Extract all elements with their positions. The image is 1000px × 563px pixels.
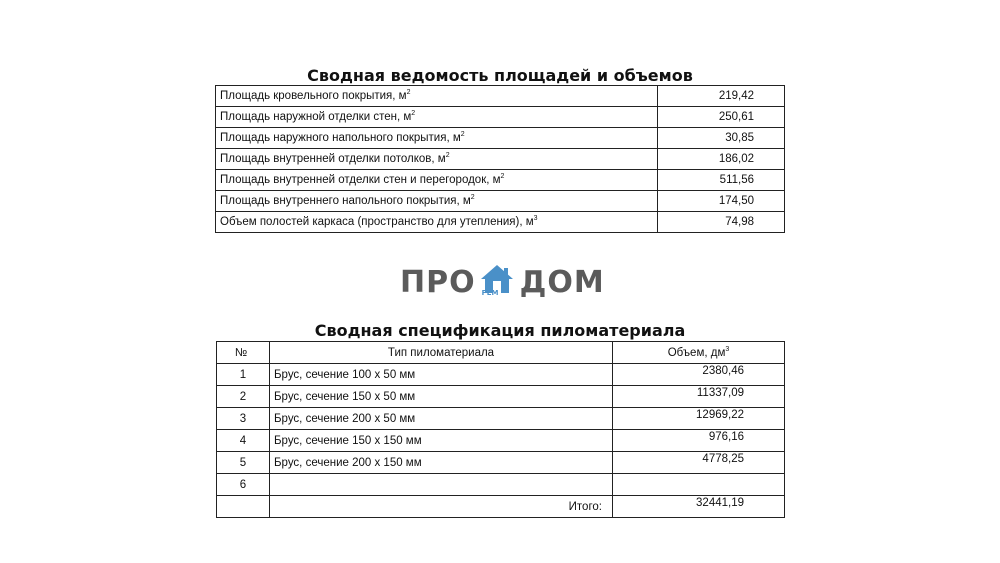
spec-type: Брус, сечение 100 х 50 мм: [270, 364, 613, 386]
areas-label: Площадь кровельного покрытия, м: [220, 90, 407, 102]
spec-type: [270, 474, 613, 496]
spec-volume: 12969,22: [613, 408, 785, 430]
house-icon: [480, 264, 514, 300]
areas-label: Площадь внутренней отделки стен и перегородок, м: [220, 174, 501, 186]
spec-num: 6: [217, 474, 270, 496]
areas-row: [216, 128, 785, 149]
spec-volume: 976,16: [613, 430, 785, 452]
header-volume-label: Объем, дм: [667, 347, 726, 359]
areas-unit-sup: 2: [445, 152, 450, 159]
spec-row: [217, 408, 785, 430]
areas-unit-sup: 3: [533, 215, 538, 222]
areas-value: 250,61: [658, 107, 785, 128]
areas-row: [216, 107, 785, 128]
areas-value: 74,98: [658, 212, 785, 233]
spec-total-label: Итого:: [270, 496, 613, 518]
areas-value: 30,85: [658, 128, 785, 149]
areas-label-cell: [216, 128, 658, 149]
logo-right-text: ДОМ: [519, 265, 605, 300]
areas-value: 511,56: [658, 170, 785, 191]
areas-value: 186,02: [658, 149, 785, 170]
spec-num: 4: [217, 430, 270, 452]
spec-table: [216, 341, 785, 518]
spec-header-row: [217, 342, 785, 364]
areas-label-cell: [216, 149, 658, 170]
areas-label-cell: [216, 191, 658, 212]
header-volume-sup: 3: [725, 346, 730, 353]
spec-type: Брус, сечение 150 х 50 мм: [270, 386, 613, 408]
areas-row: [216, 86, 785, 107]
spec-row: [217, 452, 785, 474]
spec-num: 1: [217, 364, 270, 386]
spec-num: 2: [217, 386, 270, 408]
logo-left-text: ПРО: [400, 265, 476, 300]
logo: [400, 264, 605, 300]
areas-label: Площадь внутренней отделки потолков, м: [220, 153, 446, 165]
spec-type: Брус, сечение 200 х 150 мм: [270, 452, 613, 474]
spec-total-row: [217, 496, 785, 518]
areas-unit-sup: 2: [500, 173, 505, 180]
spec-type: Брус, сечение 200 х 50 мм: [270, 408, 613, 430]
header-num: №: [217, 342, 270, 364]
spec-table-title: Сводная спецификация пиломатериала: [314, 321, 686, 340]
logo-sub-text: РЕМ: [481, 289, 499, 297]
areas-table: [215, 85, 785, 233]
areas-label: Площадь наружной отделки стен, м: [220, 111, 412, 123]
spec-volume: 11337,09: [613, 386, 785, 408]
areas-unit-sup: 2: [470, 194, 475, 201]
areas-value: 174,50: [658, 191, 785, 212]
areas-row: [216, 212, 785, 233]
areas-value: 219,42: [658, 86, 785, 107]
spec-total-value: 32441,19: [613, 496, 785, 518]
header-type: Тип пиломатериала: [270, 342, 613, 364]
header-volume: [613, 342, 785, 364]
areas-unit-sup: 2: [406, 89, 411, 96]
areas-label: Объем полостей каркаса (пространство для утепления), м: [220, 216, 534, 228]
spec-total-empty: [217, 496, 270, 518]
areas-label-cell: [216, 86, 658, 107]
areas-unit-sup: 2: [411, 110, 416, 117]
spec-num: 5: [217, 452, 270, 474]
areas-label-cell: [216, 212, 658, 233]
spec-volume: [613, 474, 785, 496]
areas-label-cell: [216, 107, 658, 128]
spec-row: [217, 474, 785, 496]
spec-row: [217, 430, 785, 452]
areas-label: Площадь наружного напольного покрытия, м: [220, 132, 461, 144]
spec-num: 3: [217, 408, 270, 430]
spec-row: [217, 364, 785, 386]
spec-volume: 4778,25: [613, 452, 785, 474]
areas-label-cell: [216, 170, 658, 191]
spec-row: [217, 386, 785, 408]
spec-volume: 2380,46: [613, 364, 785, 386]
areas-row: [216, 170, 785, 191]
areas-label: Площадь внутреннего напольного покрытия, м: [220, 195, 471, 207]
spec-type: Брус, сечение 150 х 150 мм: [270, 430, 613, 452]
areas-unit-sup: 2: [460, 131, 465, 138]
areas-table-title: Сводная ведомость площадей и объемов: [307, 66, 693, 85]
areas-row: [216, 149, 785, 170]
areas-row: [216, 191, 785, 212]
